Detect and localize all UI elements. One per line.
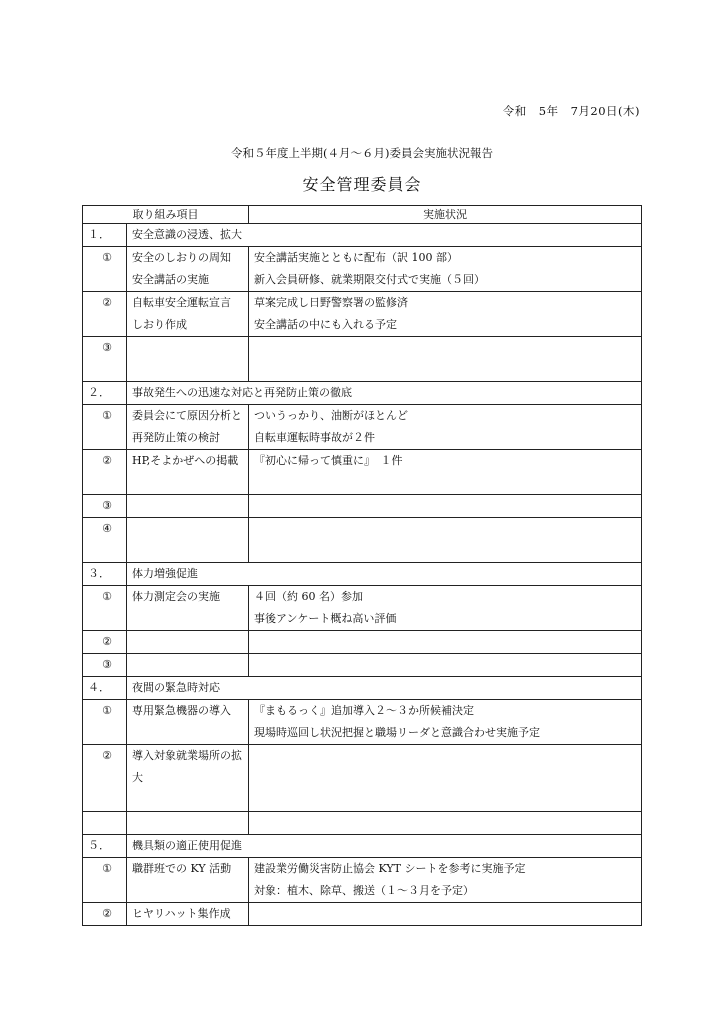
item-cell [127,495,249,518]
status-cell [249,631,642,654]
status-text: 自転車運転時事故が２件 [254,431,375,444]
section-title: 体力増強促進 [127,563,642,586]
table-row [83,586,642,631]
item-cell [127,292,249,337]
item-text [132,789,248,811]
item-text: 職群班での KY 活動 [132,862,232,875]
status-text [254,767,641,789]
item-number: ① [83,405,127,450]
section-title: 安全意識の浸透、拡大 [127,224,642,247]
item-text: ヒヤリハット集作成 [132,907,231,920]
item-text [132,495,248,517]
status-text: 新入会員研修、就業期限交付式で実施（５回） [254,273,485,286]
status-text: ついうっかり、油断がほとんど [254,409,408,422]
table-row [83,495,642,518]
item-text [132,722,248,744]
status-text [254,359,641,381]
item-text: HP,そよかぜへの掲載 [132,454,239,467]
item-cell [127,631,249,654]
item-number: ② [83,292,127,337]
item-text: 自転車安全運転宣言 [132,296,231,309]
committee-title: 安全管理委員会 [302,175,422,194]
status-text: 草案完成し日野警察署の監修済 [254,296,408,309]
status-text [254,812,641,834]
item-text: 体力測定会の実施 [132,590,220,603]
item-number: ③ [83,337,127,382]
section-row [83,563,642,586]
table-row [83,654,642,677]
item-cell [127,812,249,835]
status-text: 『初心に帰って慎重に』 １件 [254,454,403,467]
item-text [132,608,248,630]
section-row [83,382,642,405]
item-cell [127,405,249,450]
status-text [254,540,641,562]
item-number [83,812,127,835]
item-cell [127,903,249,926]
column-header-item: 取り組み項目 [83,206,249,224]
item-cell [127,858,249,903]
table-row [83,450,642,495]
table-row [83,858,642,903]
status-cell [249,586,642,631]
item-text [132,518,248,540]
table-row [83,631,642,654]
item-text: 導入対象就業場所の拡 [132,749,242,762]
item-number: ① [83,858,127,903]
item-cell [127,654,249,677]
status-cell [249,495,642,518]
item-number: ④ [83,518,127,563]
item-cell [127,518,249,563]
status-cell [249,518,642,563]
status-text [254,903,641,925]
status-text: 建設業労働災害防止協会 KYT シートを参考に実施予定 [254,862,526,875]
item-number: ① [83,586,127,631]
table-row [83,903,642,926]
item-cell [127,450,249,495]
table-row [83,745,642,812]
table-header-row [83,206,642,224]
item-text: 専用緊急機器の導入 [132,704,231,717]
item-text [132,654,248,676]
section-number: １． [83,224,127,247]
section-number: ３． [83,563,127,586]
table-row [83,812,642,835]
section-title: 機具類の適正使用促進 [127,835,642,858]
status-cell [249,745,642,812]
item-number: ② [83,450,127,495]
item-number: ① [83,247,127,292]
section-title: 夜間の緊急時対応 [127,677,642,700]
section-number: ４． [83,677,127,700]
status-cell [249,450,642,495]
status-cell [249,337,642,382]
status-cell [249,903,642,926]
status-text [254,472,641,494]
status-text [254,789,641,811]
section-title: 事故発生への迅速な対応と再発防止策の徹底 [127,382,642,405]
status-text [254,518,641,540]
status-text: 安全講話実施とともに配布（訳 100 部） [254,251,458,264]
item-text: 再発防止策の検討 [132,431,220,444]
status-text: 対象：植木、除草、搬送（１～３月を予定） [254,884,474,897]
item-text [132,337,248,359]
table-row [83,337,642,382]
item-text: 大 [132,771,143,784]
item-text [132,880,248,902]
table-row [83,518,642,563]
item-number: ① [83,700,127,745]
status-text [254,337,641,359]
item-cell [127,745,249,812]
item-text: 安全講話の実施 [132,273,209,286]
status-cell [249,247,642,292]
table-row [83,292,642,337]
status-cell [249,292,642,337]
status-text: 現場時巡回し状況把握と職場リーダと意識合わせ実施予定 [254,726,540,739]
item-number: ② [83,745,127,812]
status-text [254,745,641,767]
item-number: ② [83,631,127,654]
status-cell [249,654,642,677]
item-text: 委員会にて原因分析と [132,409,242,422]
status-table [82,205,642,926]
item-cell [127,337,249,382]
item-number: ② [83,903,127,926]
section-number: ２． [83,382,127,405]
status-cell [249,700,642,745]
table-row [83,700,642,745]
item-number: ③ [83,495,127,518]
report-date: 令和 5年 7月20日(木) [502,104,640,118]
item-text [132,631,248,653]
status-text [254,654,641,676]
status-text: 『まもるっく』追加導入２～３か所候補決定 [254,704,474,717]
item-text: しおり作成 [132,318,187,331]
status-cell [249,812,642,835]
section-row [83,224,642,247]
status-text: 事後アンケート概ね高い評価 [254,612,397,625]
item-text [132,359,248,381]
status-cell [249,405,642,450]
section-row [83,835,642,858]
status-text [254,631,641,653]
item-cell [127,247,249,292]
status-cell [249,858,642,903]
table-row [83,247,642,292]
item-text [132,540,248,562]
table-row [83,405,642,450]
status-text [254,495,641,517]
section-row [83,677,642,700]
column-header-status: 実施状況 [249,206,642,224]
item-cell [127,586,249,631]
report-subtitle: 令和５年度上半期(４月～６月)委員会実施状況報告 [231,146,493,160]
status-text: 安全講話の中にも入れる予定 [254,318,397,331]
item-number: ③ [83,654,127,677]
item-text [132,812,248,834]
section-number: ５． [83,835,127,858]
item-cell [127,700,249,745]
item-text: 安全のしおりの周知 [132,251,231,264]
status-text: ４回（約 60 名）参加 [254,590,363,603]
table-body [83,224,642,926]
item-text [132,472,248,494]
